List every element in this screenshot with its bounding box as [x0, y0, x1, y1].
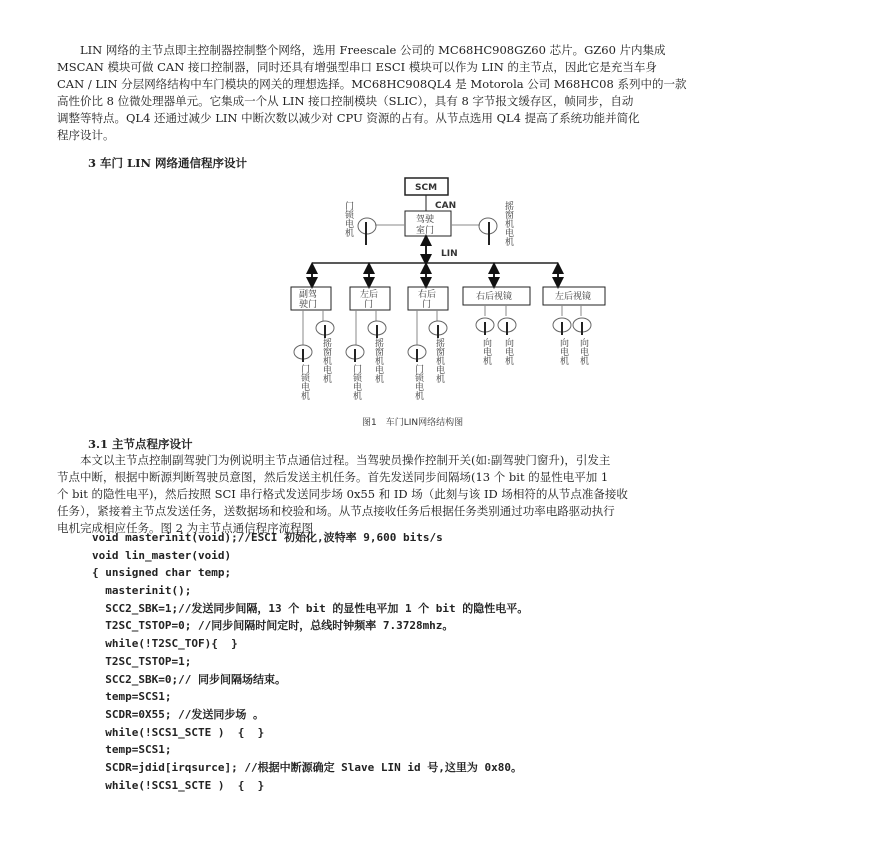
node-label: 驾驶	[416, 215, 435, 225]
can-label: CAN	[435, 201, 457, 211]
code-line: SCDR=jdid[irqsurce]; //根据中断源确定 Slave LIN id 号,这里为 0x80。	[92, 760, 523, 774]
motor-label: 门锁电机	[413, 364, 423, 400]
text-line: 节点中断，根据中断源判断驾驶员意图，然后发送主机任务。首先发送同步间隔场(13 个 bit 的显性电平加 1	[57, 470, 609, 484]
code-line: void masterinit(void);//ESCI 初始化,波特率 9,600 bits/s	[92, 531, 443, 544]
code-line: { unsigned char temp;	[92, 566, 232, 580]
code-line: SCC2_SBK=1;//发送同步间隔，13 个 bit 的显性电平加 1 个 bit 的隐性电平。	[92, 601, 529, 615]
code-line: T2SC_TSTOP=0; //同步间隔时间定时，总线时钟频率 7.3728mhz。	[92, 619, 454, 633]
motor-label: 向电机	[481, 338, 491, 365]
code-listing	[92, 529, 528, 794]
figure-caption: 图1 车门LIN网络结构图	[362, 418, 464, 428]
text-line: 调整等特点。QL4 还通过减少 LIN 中断次数以减少对 CPU 资源的占有。从节点选用 QL4 提高了系统功能并简化	[57, 111, 640, 125]
text-line: LIN 网络的主节点即主控制器控制整个网络，选用 Freescale 公司的 MC68HC908GZ60 芯片。GZ60 片内集成	[57, 43, 666, 57]
code-line: temp=SCS1;	[92, 743, 172, 757]
motor-label: 摇窗机电机	[434, 338, 444, 383]
node-label: 左后	[360, 290, 379, 300]
subsection-paragraph	[57, 452, 809, 537]
text-line: 高性价比 8 位微处理器单元。它集成一个从 LIN 接口控制模块（SLIC），具有 8 字节报文缓存区，帧同步，自动	[57, 94, 634, 108]
motor-label: 门锁电机	[351, 364, 361, 400]
code-line: masterinit();	[92, 584, 192, 598]
text-line: 个 bit 的隐性电平)，然后按照 SCI 串行格式发送同步场 0x55 和 ID 场（此刻与该 ID 场相符的从节点准备接收	[57, 487, 628, 501]
text-line: 任务），紧接着主节点发送任务，送数据场和校验和场。从节点接收任务后根据任务类别通过功率电路驱动执行	[57, 504, 615, 518]
motor-label: 门锁电机	[343, 201, 353, 237]
node-label: 右后视镜	[476, 292, 513, 302]
text-line: 程序设计。	[57, 128, 115, 142]
code-line: while(!SCS1_SCTE ) { }	[92, 725, 265, 739]
text-line: MSCAN 模块可做 CAN 接口控制器，同时还具有增强型串口 ESCI 模块可以作为 LIN 的主节点，因此它是充当车身	[57, 60, 657, 74]
motor-label: 摇窗机电机	[503, 201, 513, 246]
code-line: while(!T2SC_TOF){ }	[92, 637, 238, 651]
code-line: temp=SCS1;	[92, 690, 172, 704]
node-label: 门	[422, 300, 432, 310]
subsection-heading: 3.1 主节点程序设计	[88, 437, 193, 451]
motor-label: 摇窗机电机	[373, 338, 383, 383]
code-line: while(!SCS1_SCTE ) { }	[92, 778, 265, 792]
motor-label: 摇窗机电机	[321, 338, 331, 383]
motor-label: 向电机	[578, 338, 588, 365]
code-line: SCC2_SBK=0;// 同步间隔场结束。	[92, 672, 286, 686]
scm-label: SCM	[415, 183, 438, 193]
code-line: void lin_master(void)	[92, 548, 232, 562]
node-label: 左后视镜	[555, 292, 592, 302]
section-heading: 3 车门 LIN 网络通信程序设计	[88, 156, 247, 170]
text-line: 电机完成相应任务。图 2 为主节点通信程序流程图	[57, 521, 314, 535]
node-label: 副驾	[299, 290, 318, 300]
node-label: 室门	[416, 226, 435, 236]
node-label: 右后	[418, 290, 437, 300]
motor-label: 门锁电机	[299, 364, 309, 400]
motor-label: 向电机	[503, 338, 513, 365]
motor-label: 向电机	[558, 338, 568, 365]
text-line: 本文以主节点控制副驾驶门为例说明主节点通信过程。当驾驶员操作控制开关(如:副驾驶门窗升)，引发主	[57, 453, 611, 467]
node-label: 门	[364, 300, 374, 310]
node-label: 驶门	[299, 300, 318, 310]
lin-label: LIN	[441, 249, 458, 259]
code-line: SCDR=0X55; //发送同步场 。	[92, 707, 264, 721]
code-line: T2SC_TSTOP=1;	[92, 654, 192, 668]
text-line: CAN / LIN 分层网络结构中车门模块的网关的理想选择。MC68HC908QL4 是 Motorola 公司 M68HC08 系列中的一款	[57, 77, 687, 91]
